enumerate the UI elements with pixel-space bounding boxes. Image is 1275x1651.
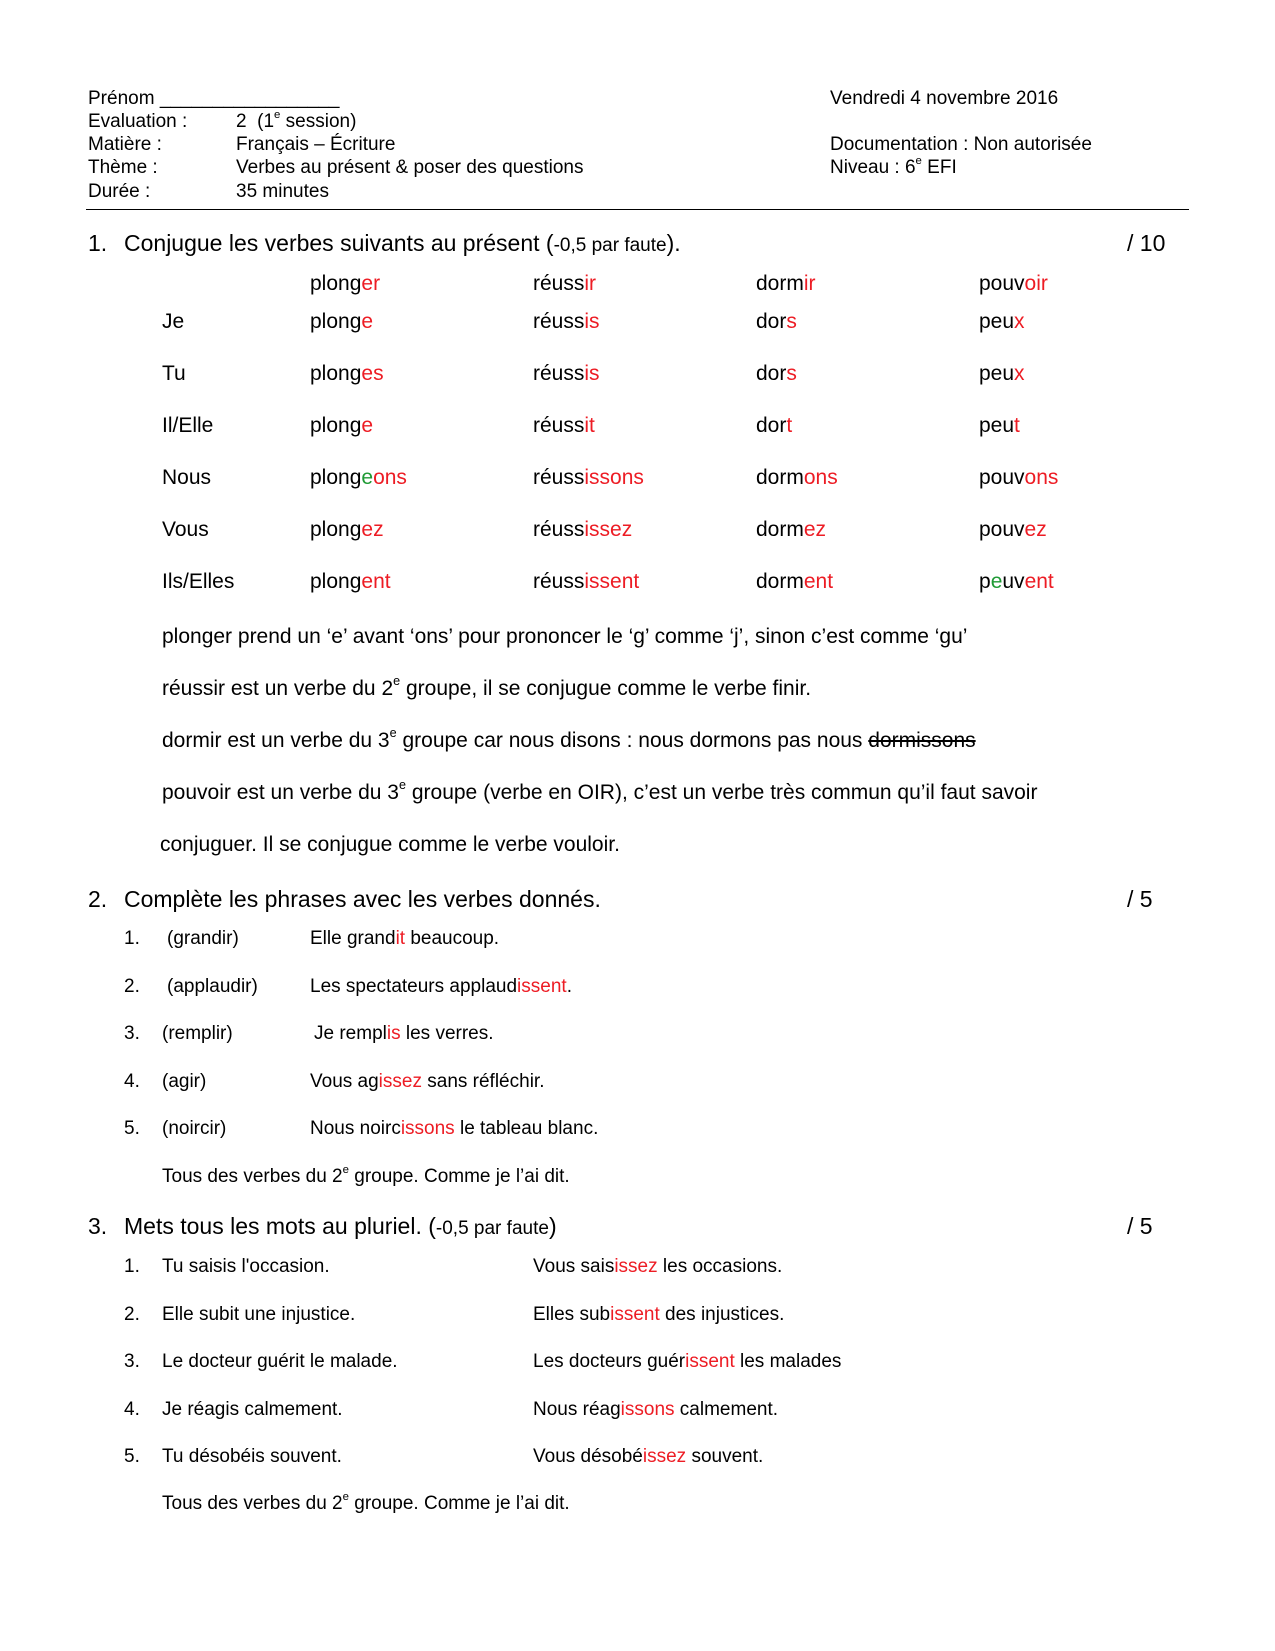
q3-item-plural: [533, 1351, 841, 1373]
conjugated-form: [310, 362, 384, 386]
infinitive-stem: pouv: [979, 272, 1025, 295]
sentence-post: sans réfléchir.: [421, 1070, 545, 1092]
note4-sup: e: [399, 778, 407, 793]
note3-pre: dormir est un verbe du 3: [162, 729, 390, 752]
q1-note-reussir: [162, 674, 812, 701]
documentation: Documentation : Non autorisée: [830, 134, 1092, 155]
conjugated-form: [756, 570, 833, 594]
infinitive-stem: plong: [310, 272, 362, 295]
infinitive-stem: réuss: [533, 272, 585, 295]
sentence-ending: issent: [517, 975, 567, 997]
q3-note-post: groupe. Comme je l’ai dit.: [348, 1493, 570, 1514]
note3-sup: e: [389, 726, 397, 741]
plural-ending: issent: [685, 1351, 735, 1372]
q3-number: 3.: [88, 1213, 108, 1239]
plural-post: les occasions.: [657, 1256, 783, 1277]
q2-item-number: 1.: [124, 928, 140, 949]
conjugated-form: [533, 362, 600, 386]
q1-note-pouvoir: [162, 778, 1038, 805]
infinitive-stem: dorm: [756, 272, 804, 295]
infinitive-2: [756, 272, 816, 296]
form-segment: réuss: [533, 518, 585, 541]
q3-item-plural: [533, 1304, 784, 1326]
duree-value: 35 minutes: [236, 181, 329, 202]
form-segment: réuss: [533, 310, 585, 333]
form-segment: ons: [803, 466, 838, 489]
form-segment: e: [361, 310, 374, 333]
sentence-post: beaucoup.: [405, 928, 500, 949]
q3-title-text: Mets tous les mots au pluriel. (: [124, 1213, 436, 1239]
note4-pre: pouvoir est un verbe du 3: [162, 781, 399, 804]
form-segment: ons: [373, 466, 407, 489]
q1-note-pouvoir-cont: conjuguer. Il se conjugue comme le verbe vouloir.: [160, 833, 620, 856]
evaluation-session: [257, 108, 357, 132]
infinitive-ending: ir: [584, 272, 597, 295]
q3-item-plural: [533, 1256, 782, 1278]
form-segment: es: [361, 362, 384, 385]
conjugated-form: [756, 362, 797, 386]
session-sup: e: [274, 108, 281, 121]
note2-post: groupe, il se conjugue comme le verbe finir.: [400, 677, 812, 700]
q2-note: [162, 1163, 570, 1188]
q2-item-verb: (remplir): [162, 1023, 233, 1044]
q2-item-sentence: [314, 1023, 494, 1045]
sentence-pre: Nous noirc: [310, 1118, 401, 1139]
sentence-ending: issons: [400, 1118, 455, 1139]
sentence-pre: Les spectateurs applaud: [310, 975, 518, 997]
q3-item-number: 5.: [124, 1446, 140, 1467]
conjugated-form: [533, 518, 632, 542]
plural-pre: Les docteurs guér: [533, 1351, 686, 1372]
form-segment: e: [990, 570, 1003, 593]
infinitive-ending: oir: [1024, 272, 1048, 295]
exam-date: Vendredi 4 novembre 2016: [830, 88, 1059, 109]
plural-post: les malades: [734, 1351, 842, 1372]
q2-item-verb: (grandir): [167, 928, 239, 949]
form-segment: issez: [584, 518, 633, 541]
q1-note-dormir: [162, 726, 976, 753]
sentence-pre: Elle grand: [310, 928, 396, 949]
q2-note-sup: e: [342, 1163, 349, 1176]
form-segment: ent: [803, 570, 834, 593]
matiere-label: Matière :: [88, 134, 162, 155]
conjugated-form: [756, 518, 826, 542]
plural-pre: Elles sub: [533, 1303, 611, 1325]
form-segment: ez: [361, 518, 384, 541]
conjugated-form: [979, 362, 1025, 386]
form-segment: s: [786, 310, 797, 333]
plural-pre: Vous sais: [533, 1256, 615, 1277]
infinitive-ending: ir: [803, 272, 816, 295]
plural-ending: issez: [614, 1256, 658, 1277]
q2-item-number: 5.: [124, 1118, 140, 1139]
infinitive-0: [310, 272, 380, 296]
form-segment: réuss: [533, 414, 585, 437]
sentence-post: les verres.: [400, 1023, 494, 1044]
sentence-post: .: [566, 975, 572, 997]
form-segment: dor: [756, 362, 787, 385]
niveau: [830, 154, 957, 179]
form-segment: ez: [803, 518, 827, 541]
conjugated-form: [533, 570, 639, 594]
form-segment: t: [786, 414, 793, 437]
form-segment: issent: [584, 570, 640, 593]
prenom-blank: _________________: [159, 88, 340, 109]
niveau-pre: Niveau : 6: [830, 157, 916, 178]
q3-score: / 5: [1127, 1213, 1153, 1239]
note4-post: groupe (verbe en OIR), c’est un verbe très commun qu’il faut savoir: [406, 781, 1038, 804]
q3-item-singular: Le docteur guérit le malade.: [162, 1351, 398, 1372]
form-segment: x: [1014, 310, 1025, 333]
q2-item-sentence: [310, 976, 572, 998]
theme-value: Verbes au présent & poser des questions: [236, 157, 584, 178]
session-post: session): [280, 111, 357, 132]
pronoun-4: Vous: [162, 518, 209, 541]
form-segment: dorm: [756, 466, 804, 489]
conjugated-form: [979, 310, 1025, 334]
conjugated-form: [533, 414, 595, 438]
q2-note-pre: Tous des verbes du 2: [162, 1166, 343, 1187]
pronoun-5: Ils/Elles: [162, 570, 235, 593]
plural-pre: Vous désobé: [533, 1446, 643, 1467]
q3-item-number: 2.: [124, 1303, 140, 1325]
q2-item-verb: (applaudir): [167, 975, 258, 997]
evaluation-value: [236, 108, 357, 133]
form-segment: is: [584, 362, 600, 385]
note2-sup: e: [393, 674, 401, 689]
form-segment: e: [361, 414, 374, 437]
infinitive-1: [533, 272, 596, 296]
conjugated-form: [310, 570, 391, 594]
pronoun-3: Nous: [162, 466, 212, 489]
q2-item-sentence: [310, 1071, 544, 1093]
q1-score: / 10: [1127, 230, 1166, 256]
q2-number: 2.: [88, 886, 108, 912]
q1-number: 1.: [88, 230, 108, 256]
q3-title-end: ): [548, 1213, 557, 1239]
evaluation-number: 2: [236, 111, 247, 132]
q2-item-verb: (noircir): [162, 1118, 227, 1139]
plural-post: des injustices.: [659, 1303, 785, 1325]
q1-title-text: Conjugue les verbes suivants au présent (: [124, 230, 554, 256]
form-segment: s: [786, 362, 797, 385]
form-segment: ez: [1024, 518, 1047, 541]
q3-note-pre: Tous des verbes du 2: [162, 1493, 343, 1514]
form-segment: x: [1014, 362, 1025, 385]
form-segment: réuss: [533, 362, 585, 385]
q2-item-sentence: [310, 1118, 598, 1140]
form-segment: peu: [979, 414, 1015, 437]
conjugated-form: [979, 414, 1020, 438]
q3-item-singular: Tu saisis l'occasion.: [162, 1256, 330, 1277]
form-segment: ent: [361, 570, 391, 593]
pronoun-1: Tu: [162, 362, 186, 385]
plural-ending: issez: [642, 1446, 687, 1467]
q2-item-verb: (agir): [162, 1070, 207, 1092]
q2-item-number: 4.: [124, 1070, 140, 1092]
q1-title-small: -0,5 par faute: [553, 235, 667, 256]
infinitive-3: [979, 272, 1048, 296]
form-segment: plong: [310, 414, 362, 437]
form-segment: plong: [310, 570, 362, 593]
form-segment: it: [584, 414, 595, 437]
q3-note-sup: e: [342, 1490, 349, 1503]
conjugated-form: [310, 466, 407, 490]
form-segment: issons: [584, 466, 644, 489]
session-pre: (1: [257, 111, 275, 132]
form-segment: uv: [1002, 570, 1025, 593]
plural-post: calmement.: [674, 1398, 779, 1420]
q1-note-plonger: plonger prend un ‘e’ avant ‘ons’ pour prononcer le ‘g’ comme ‘j’, sinon c’est comme ‘gu’: [162, 625, 968, 648]
form-segment: plong: [310, 310, 362, 333]
q2-item-number: 3.: [124, 1023, 140, 1044]
form-segment: pouv: [979, 466, 1025, 489]
sentence-ending: it: [395, 928, 406, 949]
form-segment: e: [361, 466, 374, 489]
pronoun-0: Je: [162, 310, 185, 333]
conjugated-form: [533, 466, 644, 490]
conjugated-form: [979, 570, 1054, 594]
q2-item-sentence: [310, 928, 499, 950]
form-segment: dor: [756, 414, 787, 437]
conjugated-form: [979, 518, 1047, 542]
matiere-value: Français – Écriture: [236, 134, 396, 155]
niveau-sup: e: [915, 154, 922, 167]
niveau-post: EFI: [921, 157, 957, 178]
conjugated-form: [310, 414, 373, 438]
infinitive-ending: er: [361, 272, 381, 295]
note3-post: groupe car nous disons : nous dormons pas nous: [396, 729, 869, 752]
q3-item-plural: [533, 1446, 763, 1468]
q1-title: [124, 230, 681, 257]
conjugated-form: [756, 310, 797, 334]
form-segment: t: [1014, 414, 1020, 437]
form-segment: p: [979, 570, 991, 593]
form-segment: plong: [310, 518, 362, 541]
conjugated-form: [533, 310, 600, 334]
form-segment: plong: [310, 362, 362, 385]
plural-ending: issons: [620, 1398, 675, 1420]
form-segment: ent: [1024, 570, 1054, 593]
conjugated-form: [310, 310, 373, 334]
plural-ending: issent: [610, 1303, 660, 1325]
prenom-label: Prénom: [88, 88, 155, 109]
note3-strike: dormissons: [868, 729, 976, 752]
plural-post: souvent.: [686, 1446, 764, 1467]
q3-note: [162, 1490, 570, 1515]
form-segment: dorm: [756, 518, 804, 541]
form-segment: pouv: [979, 518, 1025, 541]
sentence-ending: issez: [378, 1070, 422, 1092]
q3-item-number: 3.: [124, 1351, 140, 1372]
conjugated-form: [979, 466, 1058, 490]
note2-pre: réussir est un verbe du 2: [162, 677, 394, 700]
q3-item-singular: Je réagis calmement.: [162, 1398, 343, 1420]
sentence-pre: Vous ag: [310, 1070, 379, 1092]
q3-title: [124, 1213, 557, 1240]
prenom-line: [88, 88, 339, 110]
duree-label: Durée :: [88, 181, 151, 202]
q3-item-plural: [533, 1399, 778, 1421]
form-segment: dorm: [756, 570, 804, 593]
q3-item-singular: Elle subit une injustice.: [162, 1303, 356, 1325]
evaluation-label: Evaluation :: [88, 111, 188, 132]
sentence-pre: Je rempl: [314, 1023, 387, 1044]
q3-item-number: 4.: [124, 1398, 140, 1420]
conjugated-form: [756, 414, 792, 438]
form-segment: dor: [756, 310, 787, 333]
conjugated-form: [756, 466, 838, 490]
q2-score: / 5: [1127, 886, 1153, 912]
theme-label: Thème :: [88, 157, 158, 178]
plural-pre: Nous réag: [533, 1398, 621, 1420]
form-segment: réuss: [533, 570, 585, 593]
sentence-ending: is: [386, 1023, 401, 1044]
pronoun-2: Il/Elle: [162, 414, 214, 437]
q3-item-singular: Tu désobéis souvent.: [162, 1446, 342, 1467]
q1-title-end: ).: [666, 230, 681, 256]
q2-item-number: 2.: [124, 975, 140, 997]
form-segment: peu: [979, 362, 1015, 385]
form-segment: peu: [979, 310, 1015, 333]
header-divider: [86, 209, 1189, 210]
conjugated-form: [310, 518, 384, 542]
sentence-post: le tableau blanc.: [454, 1118, 599, 1139]
form-segment: is: [584, 310, 600, 333]
form-segment: ons: [1024, 466, 1059, 489]
q2-title: Complète les phrases avec les verbes donnés.: [124, 886, 601, 912]
q3-title-small: -0,5 par faute: [435, 1218, 549, 1239]
q2-note-post: groupe. Comme je l’ai dit.: [348, 1166, 570, 1187]
form-segment: réuss: [533, 466, 585, 489]
q3-item-number: 1.: [124, 1256, 140, 1277]
form-segment: plong: [310, 466, 362, 489]
